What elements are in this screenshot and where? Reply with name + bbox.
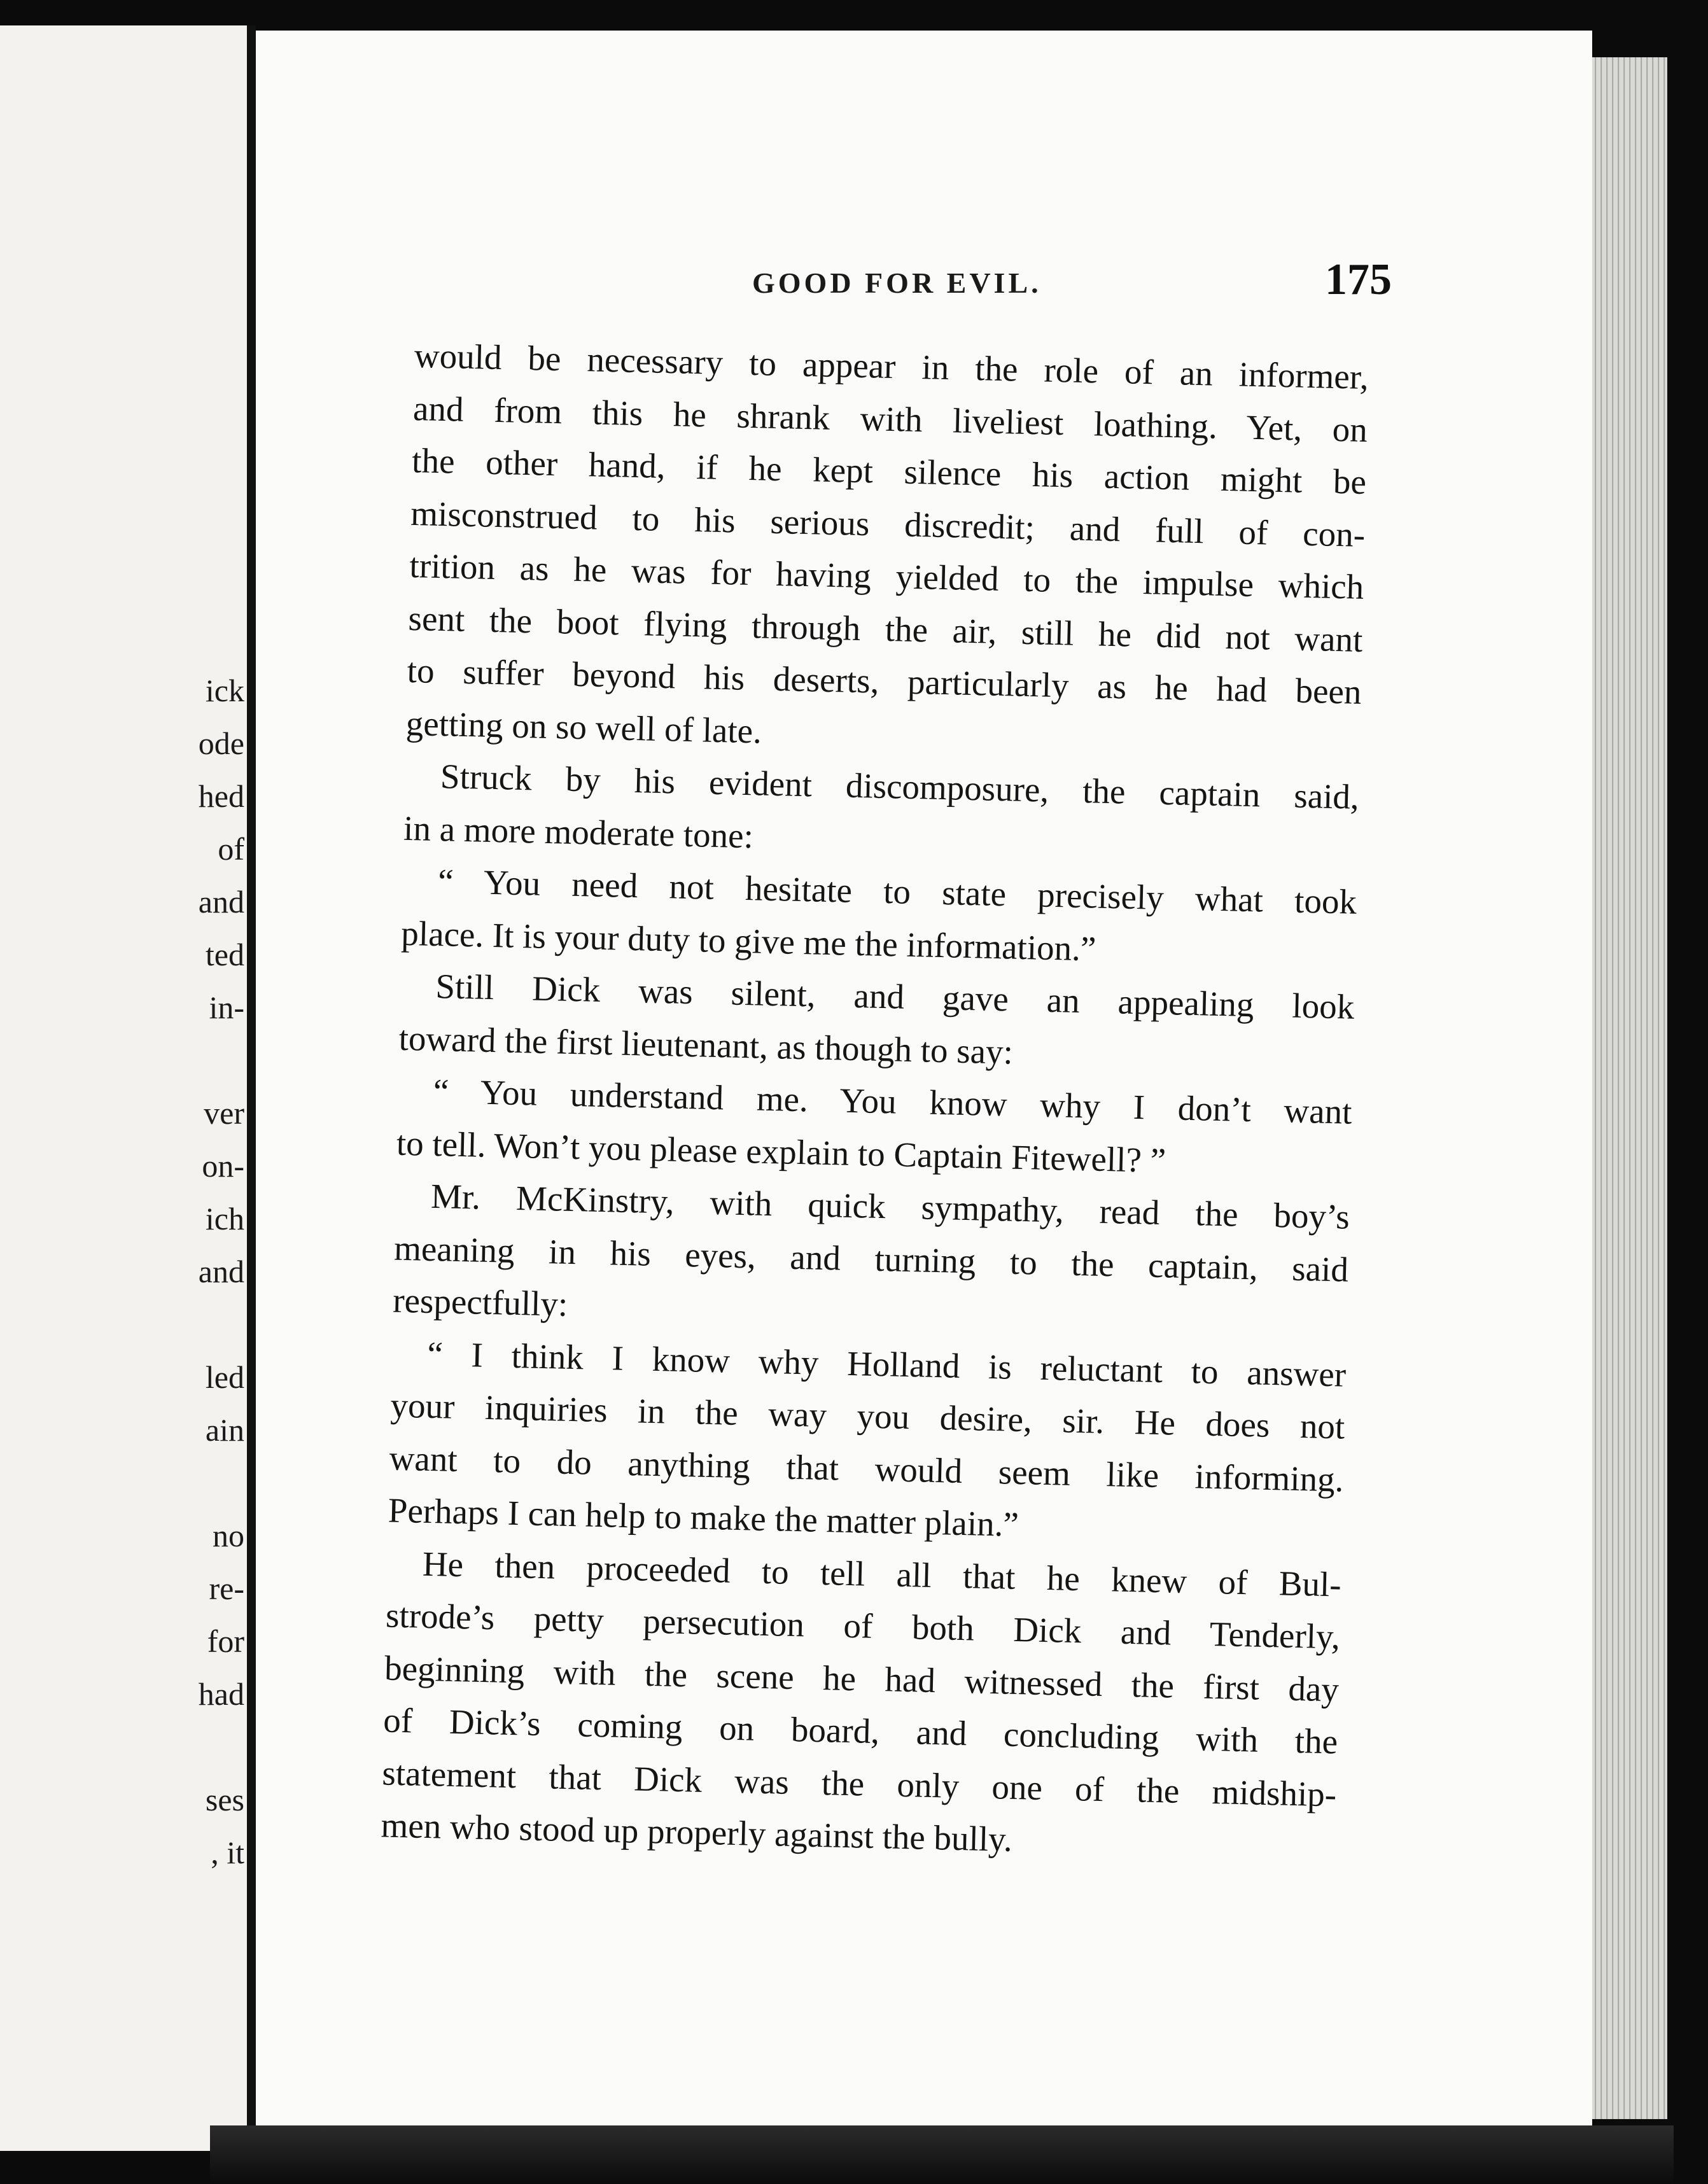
text-line: “ You understand me. You know why I don’t want	[433, 1071, 1353, 1131]
text-line: trition as he was for having yielded to the impulse which	[409, 545, 1364, 606]
running-head: GOOD FOR EVIL.	[752, 267, 1042, 299]
text-line: respectfully:	[392, 1280, 568, 1324]
left-page-fragment: for	[207, 1623, 244, 1659]
left-page-fragment: hed	[198, 778, 244, 814]
text-line: “ You need not hesitate to state precisely what took	[437, 862, 1357, 921]
text-line: meaning in his eyes, and turning to the captain, said	[393, 1228, 1349, 1289]
text-line: Still Dick was silent, and gave an appealing look	[435, 967, 1355, 1026]
text-line: “ I think I know why Holland is reluctant to answer	[426, 1334, 1347, 1394]
book-gutter	[247, 25, 256, 2151]
text-line: to tell. Won’t you please explain to Captain Fitewell? ”	[396, 1123, 1166, 1180]
text-line: getting on so well of late.	[405, 703, 762, 751]
text-line: to suffer beyond his deserts, particularly as he had been	[407, 650, 1362, 711]
text-line: misconstrued to his serious discredit; and full of con-	[410, 493, 1366, 554]
left-page-fragment: and	[198, 1254, 244, 1289]
text-line: would be necessary to appear in the role of an informer,	[414, 335, 1369, 397]
left-page-fragment: ver	[204, 1095, 244, 1131]
text-line: the other hand, if he kept silence his action might be	[411, 440, 1367, 501]
text-line: in a more moderate tone:	[403, 808, 754, 855]
text-line: place. It is your duty to give me the information.”	[400, 913, 1096, 969]
text-line: He then proceeded to tell all that he knew of Bul-	[422, 1544, 1342, 1604]
left-page-fragment: ich	[205, 1201, 244, 1236]
left-page-fragment: no	[213, 1518, 244, 1553]
page-edge-stack	[1591, 57, 1667, 2119]
body-text	[381, 330, 1369, 1873]
left-page-fragment: re-	[209, 1571, 244, 1606]
text-line: of Dick’s coming on board, and concluding with the	[382, 1700, 1338, 1761]
left-page-fragment: on-	[202, 1148, 244, 1184]
left-page-fragment: ted	[205, 937, 244, 972]
scan-bottom-shadow	[210, 2125, 1674, 2184]
text-line: toward the first lieutenant, as though to say:	[398, 1018, 1014, 1072]
left-page-fragment: and	[198, 884, 244, 920]
text-line: men who stood up properly against the bully.	[380, 1805, 1013, 1859]
text-line: Struck by his evident discomposure, the captain said,	[440, 757, 1360, 816]
left-page-fragment: ain	[205, 1412, 244, 1448]
previous-page-sliver	[0, 25, 249, 2151]
text-line: Perhaps I can help to make the matter plain.”	[388, 1490, 1019, 1544]
left-page-fragment: of	[218, 831, 244, 867]
text-line: strode’s petty persecution of both Dick and Tenderly,	[385, 1595, 1341, 1656]
text-line: sent the boot flying through the air, still he did not want	[408, 598, 1364, 659]
left-page-fragment: in-	[209, 990, 244, 1025]
left-page-fragment: , it	[211, 1835, 244, 1870]
book-page	[256, 31, 1592, 2150]
text-line: statement that Dick was the only one of the midship-	[381, 1753, 1337, 1814]
left-page-fragment: led	[205, 1359, 244, 1395]
page-number: 175	[1325, 255, 1392, 304]
text-line: your inquiries in the way you desire, sir. He does not	[389, 1385, 1345, 1446]
text-line: and from this he shrank with liveliest loathing. Yet, on	[412, 388, 1368, 449]
left-page-fragment: ses	[205, 1782, 244, 1817]
text-line: beginning with the scene he had witnessed the first day	[384, 1648, 1340, 1709]
text-line: want to do anything that would seem like informing.	[389, 1438, 1345, 1499]
text-line: Mr. McKinstry, with quick sympathy, read the boy’s	[430, 1176, 1350, 1236]
left-page-fragment: had	[198, 1676, 244, 1712]
left-page-fragment: ode	[198, 725, 244, 761]
left-page-fragment: ick	[205, 673, 244, 708]
